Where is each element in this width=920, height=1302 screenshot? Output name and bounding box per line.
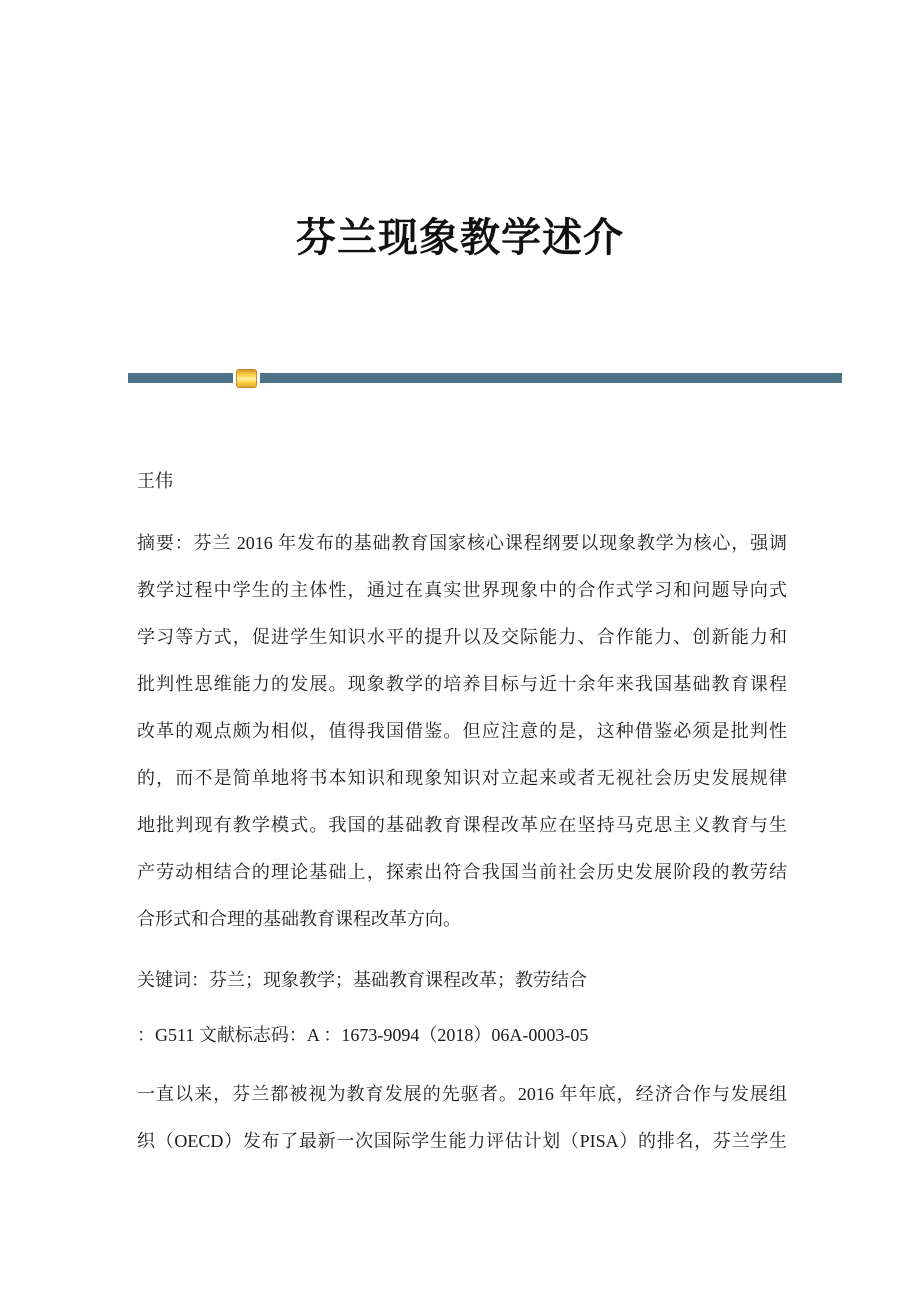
abstract-line: 批判性思维能力的发展。现象教学的培养目标与近十余年来我国基础教育课程	[137, 674, 787, 694]
body-line: 织（OECD）发布了最新一次国际学生能力评估计划（PISA）的排名，芬兰学生	[137, 1131, 787, 1151]
body-line: 一直以来，芬兰都被视为教育发展的先驱者。2016 年年底，经济合作与发展组	[137, 1084, 787, 1104]
abstract-line: 教学过程中学生的主体性，通过在真实世界现象中的合作式学习和问题导向式	[137, 580, 787, 600]
title-divider	[128, 373, 842, 384]
abstract-paragraph	[137, 520, 787, 943]
author-name: 王伟	[137, 471, 173, 491]
abstract-line: 改革的观点颇为相似，值得我国借鉴。但应注意的是，这种借鉴必须是批判性	[137, 721, 787, 741]
gold-ornament-icon	[236, 369, 257, 388]
abstract-line: 的，而不是简单地将书本知识和现象知识对立起来或者无视社会历史发展规律	[137, 768, 787, 788]
article-code-line: ：G511 文献标志码：A ：1673-9094（2018）06A-0003-05	[137, 1025, 589, 1045]
abstract-line: 学习等方式，促进学生知识水平的提升以及交际能力、合作能力、创新能力和	[137, 627, 787, 647]
keywords-line: 关键词：芬兰；现象教学；基础教育课程改革；教劳结合	[137, 970, 587, 990]
abstract-line: 摘要：芬兰 2016 年发布的基础教育国家核心课程纲要以现象教学为核心，强调	[137, 533, 787, 553]
body-paragraph	[137, 1071, 787, 1165]
article-title: 芬兰现象教学述介	[296, 215, 624, 260]
abstract-line: 产劳动相结合的理论基础上，探索出符合我国当前社会历史发展阶段的教劳结	[137, 862, 787, 882]
abstract-line: 地批判现有教学模式。我国的基础教育课程改革应在坚持马克思主义教育与生	[137, 815, 787, 835]
abstract-line: 合形式和合理的基础教育课程改革方向。	[137, 909, 461, 929]
